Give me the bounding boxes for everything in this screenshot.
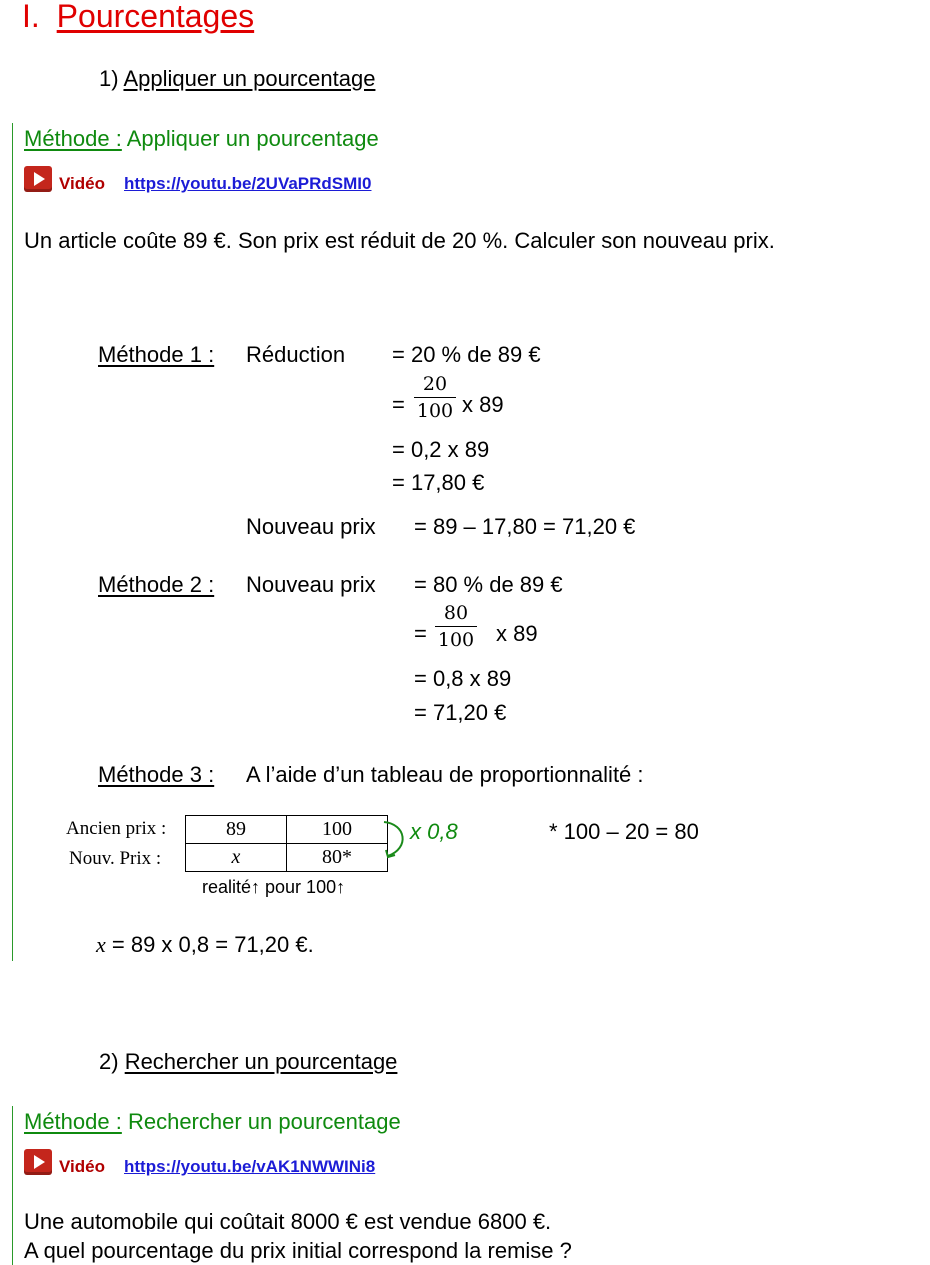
new-price-term: Nouveau prix [246, 514, 376, 539]
problem-statement: Un article coûte 89 €. Son prix est réduit de 20 %. Calculer son nouveau prix. [24, 228, 775, 253]
method-3-label: Méthode 3 : [98, 762, 215, 787]
method-heading: Méthode : Appliquer un pourcentage [24, 126, 379, 151]
table-cell: 89 [186, 816, 287, 844]
new-price-calc: = 89 – 17,80 = 71,20 € [414, 514, 636, 539]
footnote: * 100 – 20 = 80 [549, 819, 699, 844]
section-title-text: Pourcentages [56, 0, 255, 34]
video-play-icon[interactable] [24, 166, 52, 192]
method-1-line-4: = 17,80 € [392, 470, 485, 495]
factor-label: x 0,8 [410, 819, 458, 844]
table-row [186, 844, 388, 872]
method-2-line-4: = 71,20 € [414, 700, 507, 725]
method-heading: Méthode : Rechercher un pourcentage [24, 1109, 401, 1134]
method-box-border [12, 123, 13, 961]
problem-line-2: A quel pourcentage du prix initial correspond la remise ? [24, 1238, 572, 1263]
video-link[interactable]: https://youtu.be/vAK1NWWINi8 [124, 1157, 376, 1176]
method-2-label: Méthode 2 : [98, 572, 215, 597]
method-1-line-3: = 0,2 x 89 [392, 437, 490, 462]
method-2-line-3: = 0,8 x 89 [414, 666, 512, 691]
method-2-eq: = [414, 621, 427, 646]
table-caption: realité↑ pour 100↑ [202, 877, 346, 897]
method-1-term: Réduction [246, 342, 346, 367]
section-number: I. [22, 0, 40, 34]
video-play-icon[interactable] [24, 1149, 52, 1175]
table-cell: 100 [287, 816, 388, 844]
method-1-label: Méthode 1 : [98, 342, 215, 367]
method-box-border [12, 1106, 13, 1265]
problem-line-1: Une automobile qui coûtait 8000 € est vendue 6800 €. [24, 1209, 552, 1234]
method-1-fraction: 20 100 [414, 373, 456, 422]
method-2-line-1: = 80 % de 89 € [414, 572, 563, 597]
method-3-text: A l’aide d’un tableau de proportionnalité : [246, 762, 644, 787]
curved-arrow-icon [380, 818, 414, 862]
method-2-fraction: 80 100 [435, 602, 477, 651]
video-link[interactable]: https://youtu.be/2UVaPRdSMI0 [124, 174, 372, 193]
table-cell: 80* [287, 844, 388, 872]
table-row-label-old: Ancien prix : [66, 818, 167, 839]
video-label: Vidéo [59, 1157, 105, 1176]
proportion-table [185, 815, 388, 872]
method-2-term: Nouveau prix [246, 572, 376, 597]
method-1-line-1: = 20 % de 89 € [392, 342, 541, 367]
result-line: x = 89 x 0,8 = 71,20 €. [96, 932, 314, 957]
method-1-fraction-rest: x 89 [462, 392, 504, 417]
table-cell: x [186, 844, 287, 872]
section-title [22, 0, 254, 35]
table-row [186, 816, 388, 844]
subsection-heading-2: 2) Rechercher un pourcentage [99, 1049, 398, 1074]
table-row-label-new: Nouv. Prix : [69, 848, 162, 869]
video-label: Vidéo [59, 174, 105, 193]
method-2-fraction-rest: x 89 [496, 621, 538, 646]
subsection-heading-1: 1) Appliquer un pourcentage [99, 66, 376, 91]
method-1-eq: = [392, 392, 405, 417]
